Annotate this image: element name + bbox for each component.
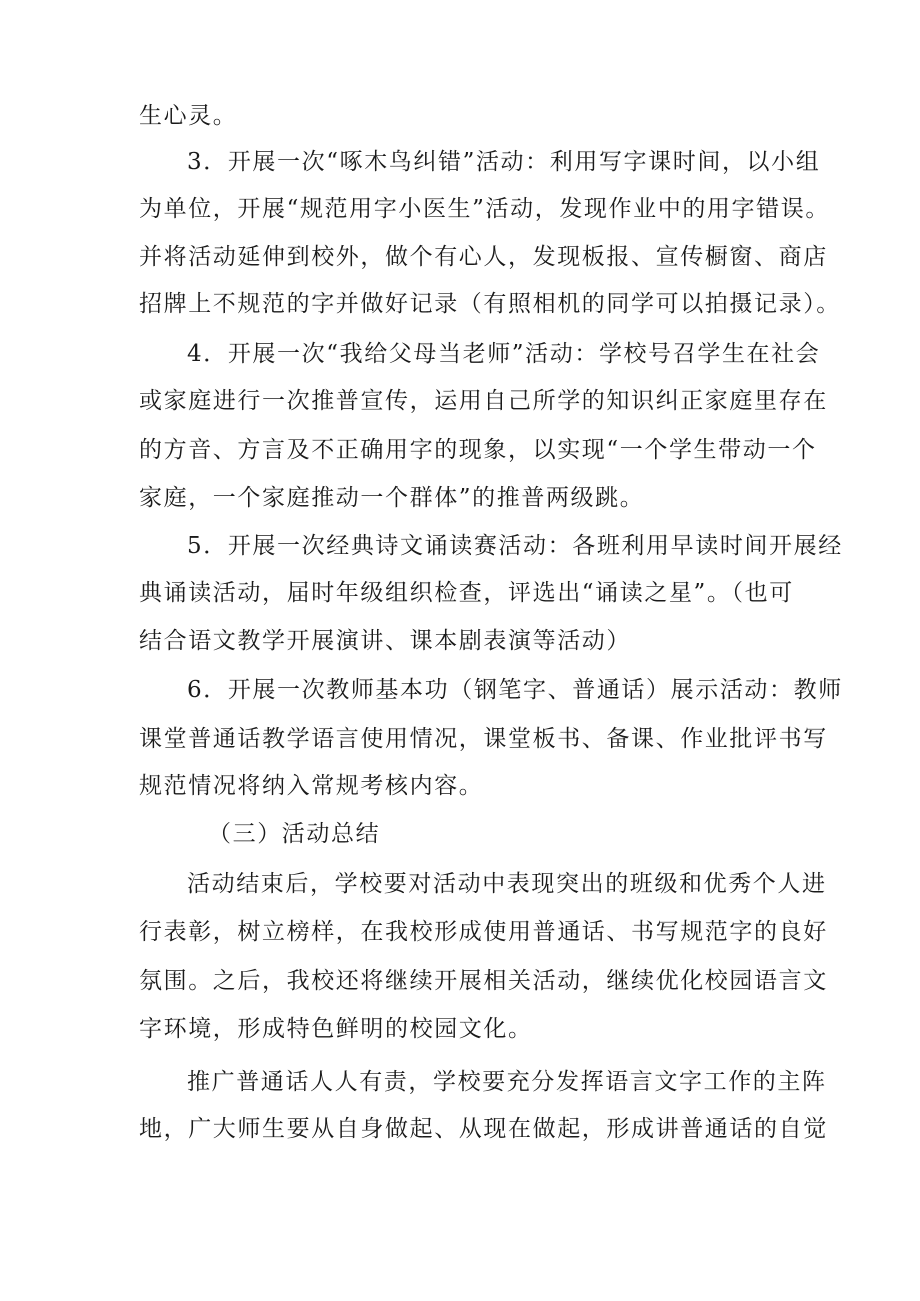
text-line: 招牌上不规范的字并做好记录（有照相机的同学可以拍摄记录）。 bbox=[139, 291, 841, 317]
text-line: 生心灵。 bbox=[139, 103, 238, 129]
text-line: 规范情况将纳入常规考核内容。 bbox=[139, 773, 484, 799]
text-line: 字环境，形成特色鲜明的校园文化。 bbox=[139, 1016, 533, 1042]
text-line: 课堂普通话教学语言使用情况，课堂板书、备课、作业批评书写 bbox=[139, 726, 828, 752]
text-line: 活动结束后，学校要对活动中表现突出的班级和优秀个人进 bbox=[187, 871, 827, 897]
text-line: 地，广大师生要从自身做起、从现在做起，形成讲普通话的自觉 bbox=[139, 1116, 828, 1142]
section-heading: （三）活动总结 bbox=[208, 821, 381, 847]
text-line: 并将活动延伸到校外，做个有心人，发现板报、宣传橱窗、商店 bbox=[139, 244, 828, 270]
text-line: 家庭，一个家庭推动一个群体”的推普两级跳。 bbox=[139, 485, 645, 511]
text-line: 氛围。之后，我校还将继续开展相关活动，继续优化校园语言文 bbox=[139, 968, 828, 994]
text-line: 5．开展一次经典诗文诵读赛活动：各班利用早读时间开展经 bbox=[187, 533, 843, 559]
text-line: 3．开展一次“啄木鸟纠错”活动：利用写字课时间，以小组 bbox=[187, 149, 821, 175]
text-line: 为单位，开展“规范用字小医生”活动，发现作业中的用字错误。 bbox=[139, 196, 830, 222]
text-line: 或家庭进行一次推普宣传，运用自己所学的知识纠正家庭里存在 bbox=[139, 388, 828, 414]
text-line: 行表彰，树立榜样，在我校形成使用普通话、书写规范字的良好 bbox=[139, 919, 828, 945]
text-line: 6．开展一次教师基本功（钢笔字、普通话）展示活动：教师 bbox=[187, 677, 843, 703]
text-line: 4．开展一次“我给父母当老师”活动：学校号召学生在社会 bbox=[187, 341, 821, 367]
text-line: 的方音、方言及不正确用字的现象，以实现“一个学生带动一个 bbox=[139, 437, 817, 463]
text-line: 结合语文教学开展演讲、课本剧表演等活动） bbox=[139, 628, 631, 654]
text-line: 典诵读活动，届时年级组织检查，评选出“诵读之星”。（也可 bbox=[139, 580, 794, 606]
text-line: 推广普通话人人有责，学校要充分发挥语言文字工作的主阵 bbox=[187, 1069, 827, 1095]
